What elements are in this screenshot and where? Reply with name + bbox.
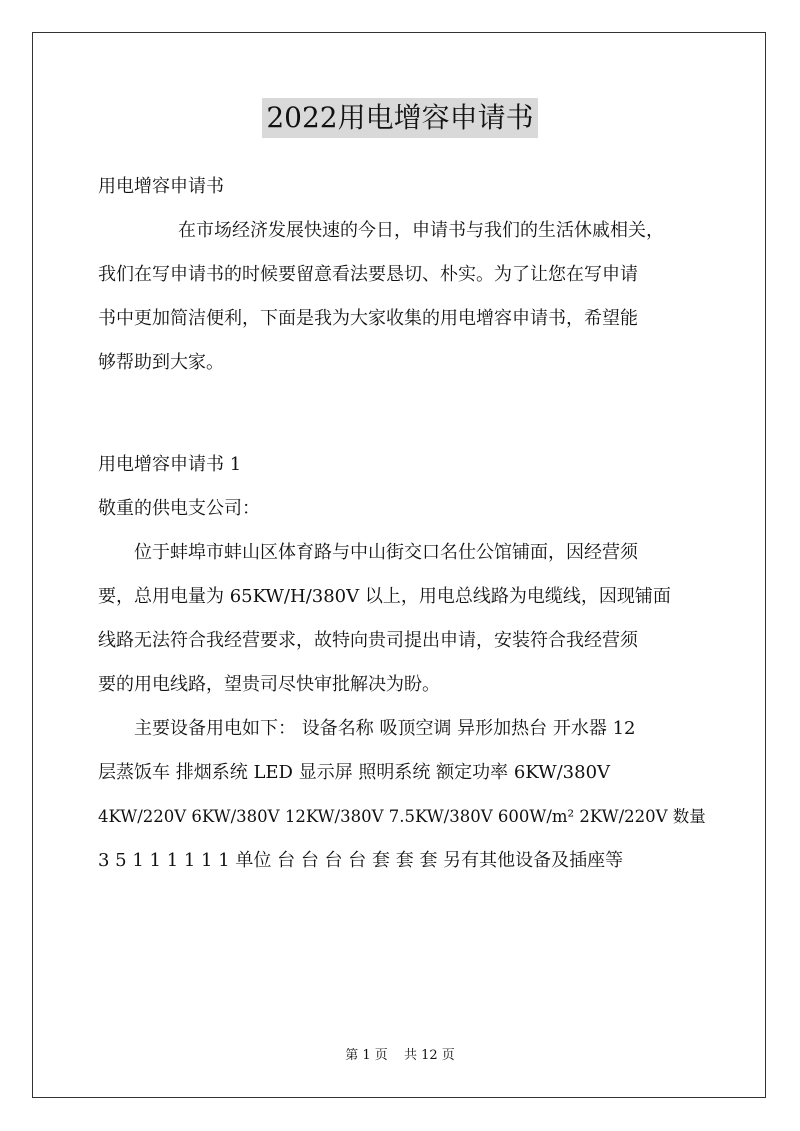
intro-line-4: 够帮助到大家。: [98, 352, 224, 373]
equipment-line-2: 层蒸饭车 排烟系统 LED 显示屏 照明系统 额定功率 6KW/380V: [98, 762, 611, 783]
body-line-3: 线路无法符合我经营要求，故特向贵司提出申请，安装符合我经营须: [98, 630, 638, 651]
intro-line-1: 在市场经济发展快速的今日，申请书与我们的生活休戚相关，: [178, 220, 664, 241]
salutation: 敬重的供电支公司：: [98, 498, 260, 519]
intro-line-2: 我们在写申请书的时候要留意看法要恳切、朴实。为了让您在写申请: [98, 264, 638, 285]
title-container: [0, 98, 800, 138]
page-footer: [0, 1044, 800, 1063]
section-heading: 用电增容申请书 1: [98, 454, 242, 475]
document-body: [98, 168, 708, 880]
page-number: 第 1 页: [345, 1048, 388, 1063]
equipment-line-1: 主要设备用电如下： 设备名称 吸顶空调 异形加热台 开水器 12: [134, 718, 636, 739]
intro-heading: 用电增容申请书: [98, 176, 224, 197]
body-line-4: 要的用电线路，望贵司尽快审批解决为盼。: [98, 674, 440, 695]
equipment-line-3: 4KW/220V 6KW/380V 12KW/380V 7.5KW/380V 600W/m² 2KW/220V 数量: [98, 807, 706, 826]
intro-line-3: 书中更加简洁便利，下面是我为大家收集的用电增容申请书，希望能: [98, 308, 638, 329]
equipment-line-4: 3 5 1 1 1 1 1 1 单位 台 台 台 台 套 套 套 另有其他设备及插座等: [98, 850, 624, 871]
page-total: 共 12 页: [403, 1048, 455, 1063]
body-line-1: 位于蚌埠市蚌山区体育路与中山街交口名仕公馆铺面，因经营须: [134, 542, 638, 563]
body-line-2: 要，总用电量为 65KW/H/380V 以上，用电总线路为电缆线，因现铺面: [98, 586, 671, 607]
document-title: 2022用电增容申请书: [262, 98, 537, 138]
